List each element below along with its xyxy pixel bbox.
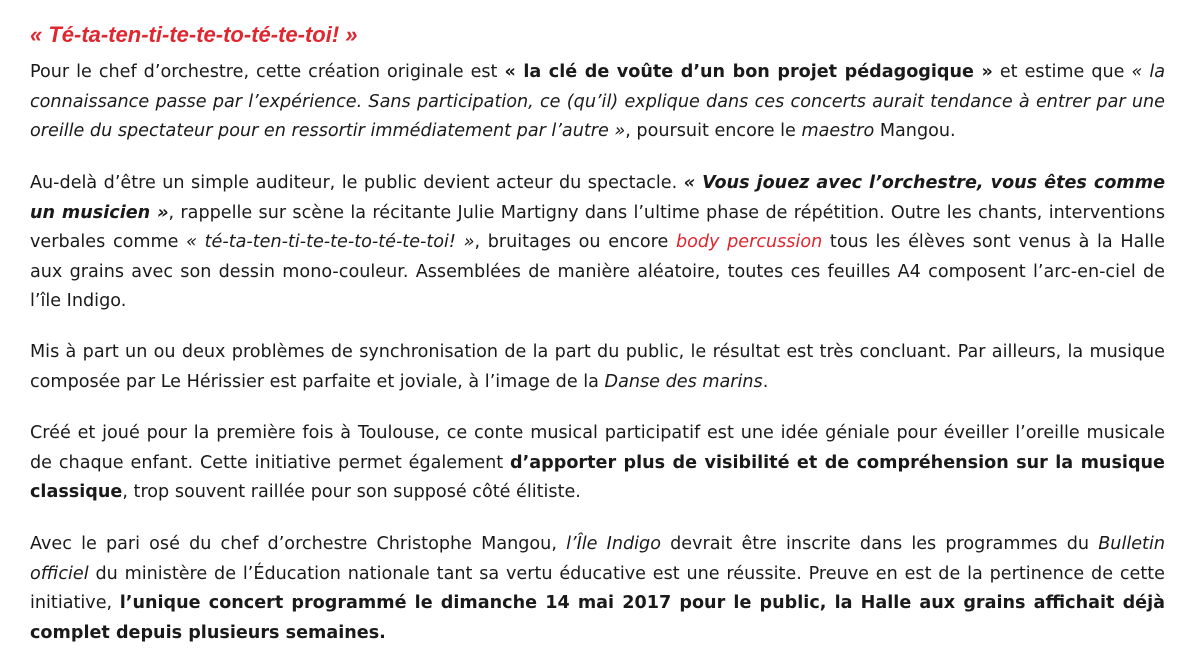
paragraph-5 (30, 530, 1165, 648)
text: Avec le pari osé du chef d’orchestre Christophe Mangou, (30, 534, 567, 554)
paragraph-1 (30, 58, 1165, 147)
italic-title: Danse des marins (604, 371, 763, 392)
text: Créé et joué pour la première fois à Toulouse, ce conte musical participatif est une idée géniale pour éveiller l’oreille musicale de chaque enfant. Cette initiative permet également (30, 423, 1165, 473)
bold-phrase: l’unique concert programmé le dimanche 14 mai 2017 pour le public, la Halle aux grains affichait déjà complet depuis plusieurs semaines. (30, 593, 1166, 643)
text: du ministère de l’Éducation nationale tant sa vertu éducative est une réussite. Preuve en est de la pertinence de cette initiative, (30, 563, 1165, 613)
paragraph-4 (30, 419, 1165, 508)
text: Mangou. (874, 121, 956, 141)
bold-italic-quote: « Vous jouez avec l’orchestre, vous êtes comme un musicien » (30, 173, 1166, 223)
italic-word: maestro (801, 121, 875, 141)
section-heading: « Té-ta-ten-ti-te-te-to-té-te-toi! » (30, 22, 358, 47)
italic-title: l’Île Indigo (566, 534, 661, 554)
paragraph-2 (30, 169, 1165, 317)
italic-quote: « té-ta-ten-ti-te-te-to-té-te-toi! » (186, 232, 475, 252)
text: Au-delà d’être un simple auditeur, le public devient acteur du spectacle. (30, 173, 684, 193)
italic-title: Bulletin officiel (30, 534, 1165, 584)
text: , rappelle sur scène la récitante Julie Martigny dans l’ultime phase de répétition. Outre les chants, interventions verbales comme (30, 202, 1165, 252)
text: , bruitages ou encore (474, 232, 676, 252)
text: , poursuit encore le (625, 121, 802, 141)
text: et estime que (992, 62, 1132, 82)
text: Mis à part un ou deux problèmes de synchronisation de la part du public, le résultat est très concluant. Par ailleurs, la musique composée par Le Hérissier est parfaite et joviale, à l’image de la (30, 342, 1165, 392)
paragraph-3 (30, 338, 1165, 397)
italic-quote: « la connaissance passe par l’expérience. Sans participation, ce (qu’il) explique dans ces concerts aurait tendance à entrer par une oreille du spectateur pour en ressortir immédiatement par l’autre » (30, 62, 1165, 141)
text: Pour le chef d’orchestre, cette création originale est (30, 62, 505, 82)
bold-quote: « la clé de voûte d’un bon projet pédagogique » (504, 62, 993, 82)
body-percussion-link[interactable]: body percussion (675, 232, 823, 252)
bold-phrase: d’apporter plus de visibilité et de compréhension sur la musique classique (30, 452, 1165, 502)
text: . (762, 371, 769, 392)
text: devrait être inscrite dans les programmes du (660, 534, 1099, 554)
text: , trop souvent raillée pour son supposé côté élitiste. (122, 482, 581, 502)
text: tous les élèves sont venus à la Halle aux grains avec son dessin mono-couleur. Assemblées de manière aléatoire, toutes ces feuilles A4 composent l’arc-en-ciel de l’île Indigo. (30, 232, 1165, 311)
